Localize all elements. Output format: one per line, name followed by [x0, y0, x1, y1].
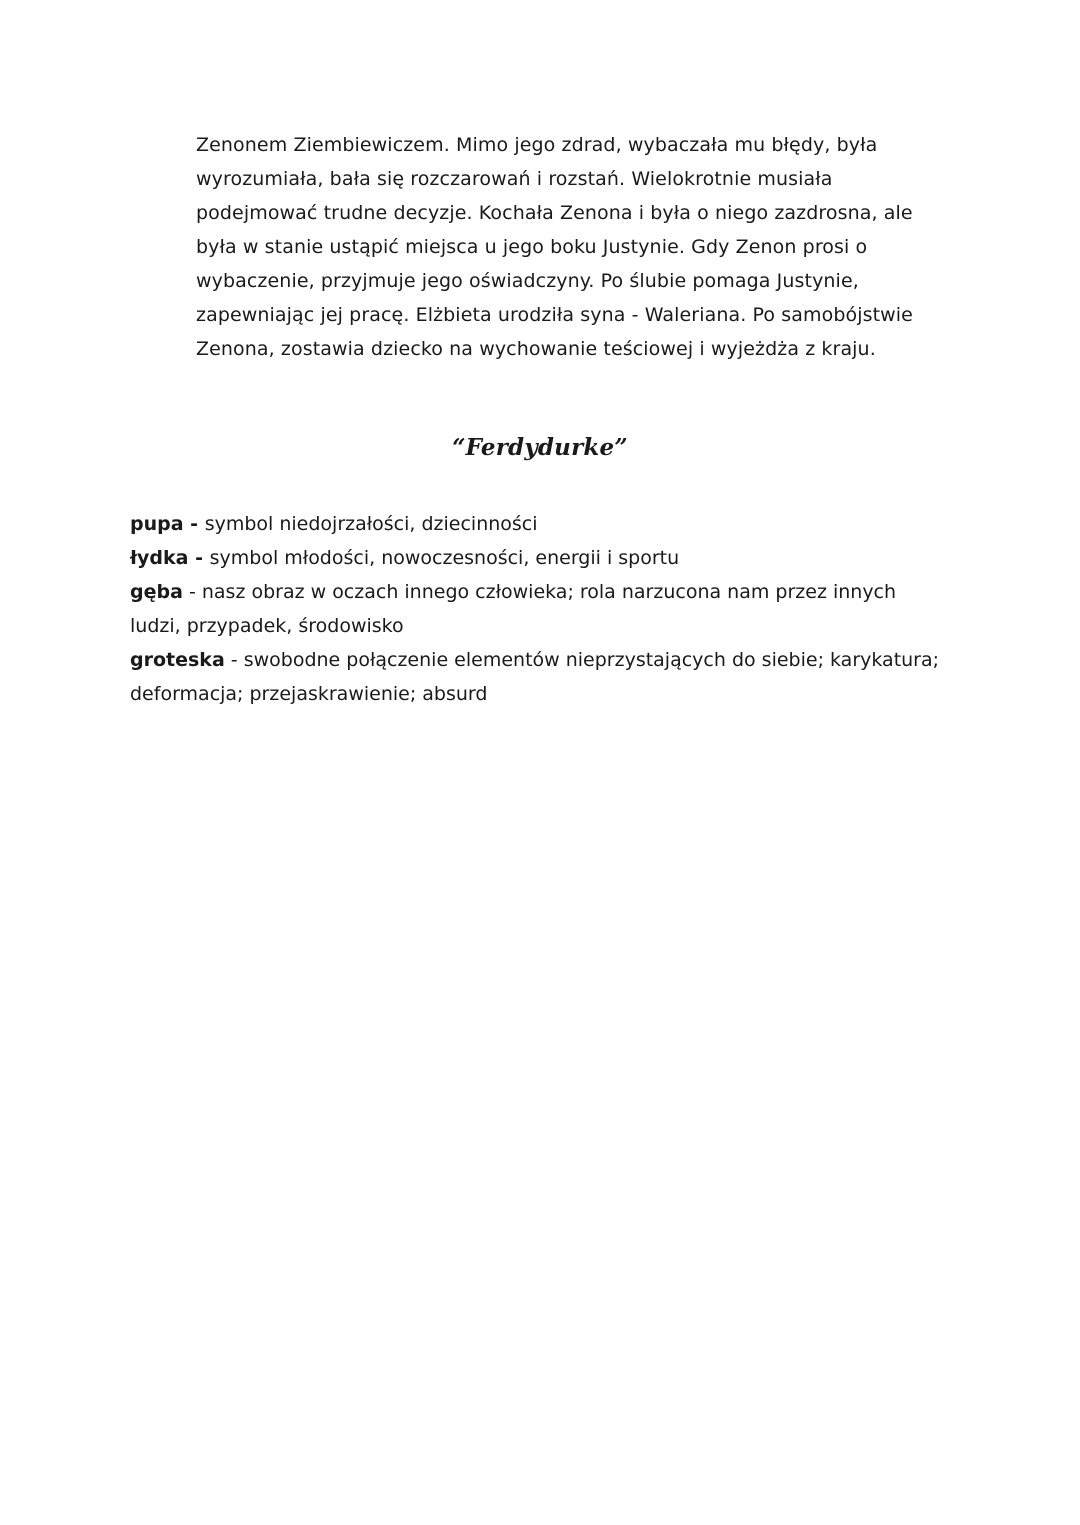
- definition-item-groteska: [130, 643, 970, 677]
- definition-continuation: deformacja; przejaskrawienie; absurd: [130, 683, 488, 705]
- definition-separator: -: [182, 581, 202, 603]
- definition-term: gęba: [130, 581, 183, 603]
- definition-separator: -: [183, 513, 205, 535]
- definition-separator: -: [188, 547, 210, 569]
- definition-term: groteska: [130, 649, 225, 671]
- definition-term: pupa: [130, 513, 184, 535]
- definition-item-geba: [130, 575, 970, 609]
- definition-text: swobodne połączenie elementów nieprzystających do siebie; karykatura;: [243, 649, 940, 671]
- definitions-list: [130, 507, 970, 711]
- definition-text: nasz obraz w oczach innego człowieka; rola narzucona nam przez innych: [201, 581, 897, 603]
- intro-line: wyrozumiała, bała się rozczarowań i rozstań. Wielokrotnie musiała: [196, 168, 833, 190]
- intro-line: Zenonem Ziembiewiczem. Mimo jego zdrad, wybaczała mu błędy, była: [196, 134, 878, 156]
- definition-separator: -: [224, 649, 244, 671]
- definition-text: symbol niedojrzałości, dziecinności: [204, 513, 538, 535]
- definition-item-pupa: [130, 507, 970, 541]
- section-title: “Ferdydurke”: [452, 434, 628, 461]
- definition-continuation: ludzi, przypadek, środowisko: [130, 615, 404, 637]
- intro-paragraph: [196, 128, 956, 366]
- intro-line: zapewniając jej pracę. Elżbieta urodziła syna - Waleriana. Po samobójstwie: [196, 304, 913, 326]
- intro-line: wybaczenie, przyjmuje jego oświadczyny. Po ślubie pomaga Justynie,: [196, 270, 859, 292]
- definition-item-lydka: [130, 541, 970, 575]
- definition-text: symbol młodości, nowoczesności, energii i sportu: [209, 547, 680, 569]
- intro-line: była w stanie ustąpić miejsca u jego boku Justynie. Gdy Zenon prosi o: [196, 236, 868, 258]
- intro-line: podejmować trudne decyzje. Kochała Zenona i była o niego zazdrosna, ale: [196, 202, 913, 224]
- intro-line: Zenona, zostawia dziecko na wychowanie teściowej i wyjeżdża z kraju.: [196, 338, 876, 360]
- definition-term: łydka: [130, 547, 189, 569]
